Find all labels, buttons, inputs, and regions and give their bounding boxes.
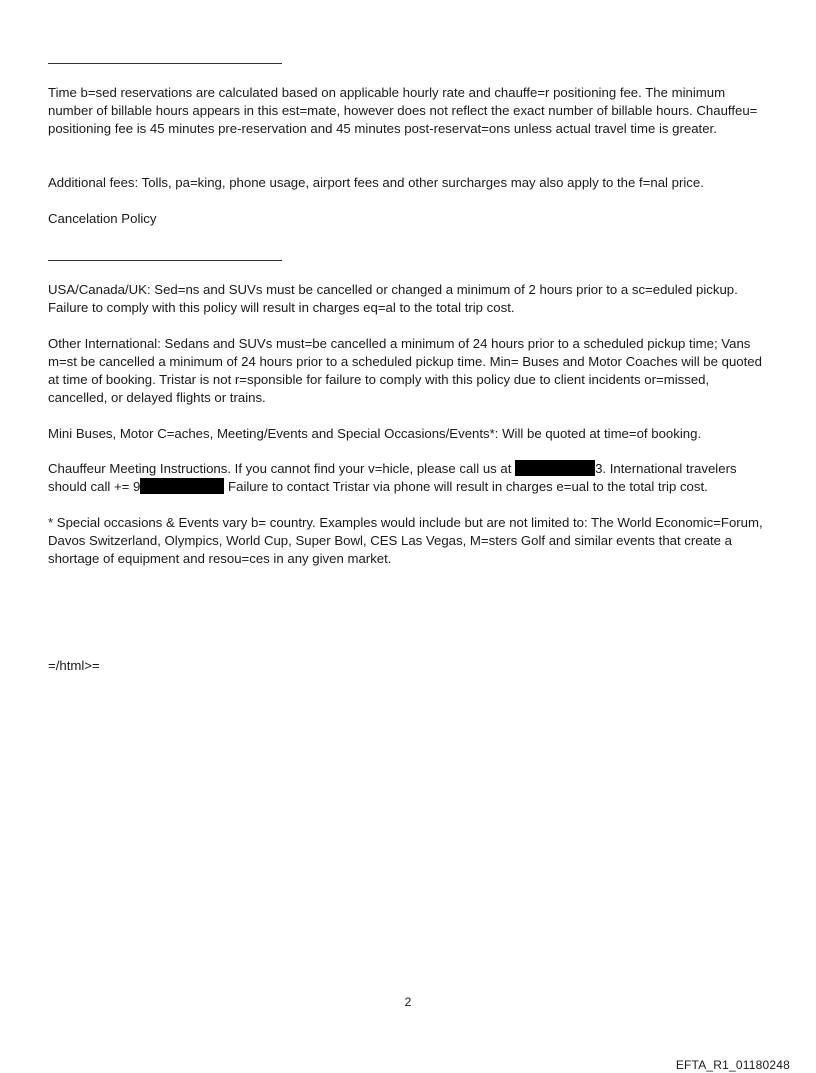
chauffeur-text-3: Failure to contact Tristar via phone will result in charges e=ual to the total trip cost. [224, 479, 708, 494]
usa-cancel-policy-paragraph: USA/Canada/UK: Sed=ns and SUVs must be cancelled or changed a minimum of 2 hours prior to a sc=eduled pickup. Failure to comply with this policy will result in charges eq=al to the total trip cost. [48, 282, 742, 315]
cancelation-policy-heading: Cancelation Policy [48, 211, 157, 226]
redaction-block [515, 460, 595, 476]
chauffeur-text-1: Chauffeur Meeting Instructions. If you cannot find your v=hicle, please call us at [48, 461, 516, 476]
mini-buses-paragraph: Mini Buses, Motor C=aches, Meeting/Events and Special Occasions/Events*: Will be quoted at time=of booking. [48, 426, 702, 441]
divider-line [48, 63, 282, 64]
chauffeur-text-2: 3. International travelers should call += 9 [48, 461, 741, 494]
special-events-paragraph: * Special occasions & Events vary b= country. Examples would include but are not limited to: The World Economic=Forum, Davos Switzerland, Olympics, World Cup, Super Bowl, CES Las Vegas, M=sters Golf and similar events that create a shortage of equipment and resou=ces in any given market. [48, 515, 767, 566]
additional-fees-paragraph: Additional fees: Tolls, pa=king, phone usage, airport fees and other surcharges may also apply to the f=nal price. [48, 175, 704, 190]
divider-line [48, 260, 282, 261]
redaction-block [140, 478, 224, 494]
international-cancel-policy-paragraph: Other International: Sedans and SUVs must=be cancelled a minimum of 24 hours prior to a scheduled pickup time; Vans m=st be cancelled a minimum of 24 hours prior to a scheduled pickup time. Min= Buses and Motor Coaches will be quoted at time of booking. Tristar is not r=sponsible for failure to comply with this policy due to client incidents or=missed, cancelled, or delayed flights or trains. [48, 336, 766, 405]
time-based-paragraph: Time b=sed reservations are calculated based on applicable hourly rate and chauffe=r positioning fee. The minimum number of billable hours appears in this est=mate, however does not reflect the exact number of billable hours. Chauffeu= positioning fee is 45 minutes pre-reservation and 45 minutes post-reservat=ons unless actual travel time is greater. [48, 85, 762, 136]
document-id: EFTA_R1_01180248 [675, 1058, 790, 1072]
page-number: 2 [404, 995, 412, 1009]
html-closing-tag-text: =/html>= [48, 658, 100, 673]
chauffeur-instructions-paragraph [48, 460, 764, 496]
